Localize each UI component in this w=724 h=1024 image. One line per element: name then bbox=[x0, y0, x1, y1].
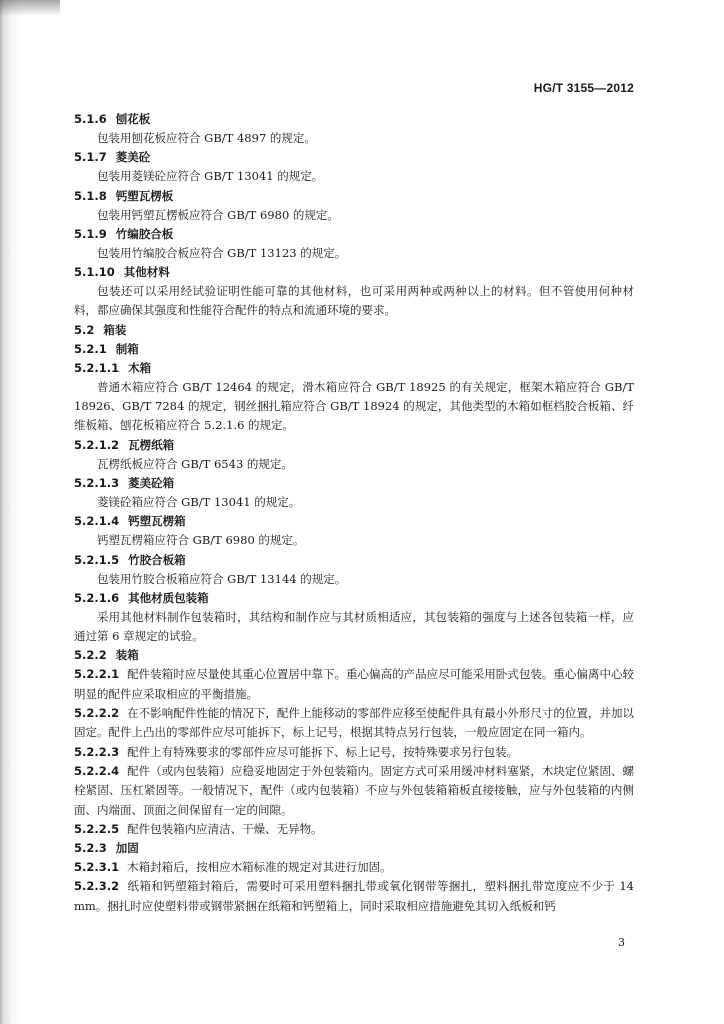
section-title: 其他材料 bbox=[123, 265, 170, 280]
section-number: 5.2.1.1 bbox=[74, 360, 120, 375]
item-text: 配件上有特殊要求的零部件应尽可能拆下、标上记号，按特殊要求另行包装。 bbox=[127, 744, 519, 759]
item-text: 配件装箱时应尽量使其重心位置居中靠下。重心偏高的产品应尽可能采用卧式包装。重心偏离中心较明显的配件应采取相应的平衡措施。 bbox=[74, 667, 634, 701]
section-heading bbox=[74, 839, 634, 858]
section-number: 5.2 bbox=[74, 322, 95, 337]
numbered-item bbox=[74, 762, 634, 820]
item-number: 5.2.2.2 bbox=[74, 706, 120, 721]
section-title: 其他材质包装箱 bbox=[128, 590, 209, 605]
item-text: 在不影响配件性能的情况下，配件上能移动的零部件应移至使配件具有最小外形尺寸的位置，并加以固定。配件上凸出的零部件应尽可能拆下，标上记号，根据其特点另行包装，一般应固定在同一箱内。 bbox=[74, 706, 634, 740]
numbered-item bbox=[74, 820, 634, 839]
numbered-item bbox=[74, 743, 634, 762]
section-number: 5.2.1.4 bbox=[74, 514, 120, 529]
section-number: 5.2.1.6 bbox=[74, 590, 120, 605]
section-heading bbox=[74, 436, 634, 455]
section-heading bbox=[74, 263, 634, 282]
page-number: 3 bbox=[618, 936, 625, 949]
section-title: 钙塑瓦楞箱 bbox=[128, 514, 186, 529]
item-text: 配件包装箱内应清洁、干燥、无异物。 bbox=[127, 821, 323, 836]
numbered-item bbox=[74, 665, 634, 704]
section-heading bbox=[74, 646, 634, 665]
paragraph: 包装用竹胶合板箱应符合 GB/T 13144 的规定。 bbox=[97, 571, 347, 586]
standard-code: HG/T 3155—2012 bbox=[533, 81, 634, 95]
numbered-item bbox=[74, 877, 634, 916]
paragraph: 瓦楞纸板应符合 GB/T 6543 的规定。 bbox=[97, 456, 293, 471]
section-number: 5.1.7 bbox=[74, 150, 107, 165]
item-number: 5.2.2.4 bbox=[74, 763, 120, 778]
scan-shadow-corner bbox=[0, 0, 60, 16]
item-number: 5.2.2.3 bbox=[74, 744, 120, 759]
section-heading bbox=[74, 551, 634, 570]
section-number: 5.2.1 bbox=[74, 341, 107, 356]
item-number: 5.2.2.1 bbox=[74, 667, 120, 682]
item-text: 配件（或内包装箱）应稳妥地固定于外包装箱内。固定方式可采用缓冲材料塞紧，木块定位紧固、螺栓紧固、压杠紧固等。一般情况下，配件（或内包装箱）不应与外包装箱箱板直接接触，应与外包装箱的内侧面、内端面、顶面之间保留有一定的间隙。 bbox=[74, 763, 634, 817]
section-number: 5.1.9 bbox=[74, 226, 107, 241]
numbered-item bbox=[74, 858, 634, 877]
section-title: 菱美砼箱 bbox=[128, 475, 175, 490]
item-number: 5.2.3.2 bbox=[74, 879, 120, 894]
scan-shadow-left bbox=[0, 0, 22, 1024]
item-number: 5.2.3.1 bbox=[74, 860, 120, 875]
section-heading bbox=[74, 148, 634, 167]
numbered-item bbox=[74, 704, 634, 743]
item-text: 木箱封箱后，按相应木箱标准的规定对其进行加固。 bbox=[127, 860, 392, 875]
paragraph: 采用其他材料制作包装箱时，其结构和制作应与其材质相适应，其包装箱的强度与上述各包装箱一样，应通过第 6 章规定的试验。 bbox=[74, 609, 634, 644]
section-heading bbox=[74, 225, 634, 244]
section-title: 菱美砼 bbox=[115, 150, 151, 165]
paragraph: 包装用钙塑瓦楞板应符合 GB/T 6980 的规定。 bbox=[97, 207, 339, 222]
section-title: 竹胶合板箱 bbox=[128, 552, 186, 567]
section-number: 5.2.2 bbox=[74, 648, 107, 663]
paragraph: 包装还可以采用经试验证明性能可靠的其他材料，也可采用两种或两种以上的材料。但不管使用何种材料，都应确保其强度和性能符合配件的特点和流通环境的要求。 bbox=[74, 284, 634, 318]
section-title: 加固 bbox=[115, 841, 139, 856]
paragraph: 普通木箱应符合 GB/T 12464 的规定，滑木箱应符合 GB/T 18925 的有关规定，框架木箱应符合 GB/T 18926、GB/T 7284 的规定，钢丝捆扎箱应符合 GB/T 18924 的规定，其他类型的木箱如框档胶合板箱、纤维板箱、刨花板箱应符合 5.2.1.6 的规定。 bbox=[74, 379, 634, 433]
paragraph: 钙塑瓦楞箱应符合 GB/T 6980 的规定。 bbox=[97, 533, 305, 548]
section-heading bbox=[74, 512, 634, 531]
section-number: 5.2.1.2 bbox=[74, 437, 120, 452]
item-text: 纸箱和钙塑箱封箱后，需要时可采用塑料捆扎带或氧化钢带等捆扎，塑料捆扎带宽度应不少于 14 mm。捆扎时应使塑料带或钢带紧捆在纸箱和钙塑箱上，同时采取相应措施避免其切入纸板和钙 bbox=[74, 879, 634, 913]
section-number: 5.1.8 bbox=[74, 188, 107, 203]
section-number: 5.1.10 bbox=[74, 265, 115, 280]
paragraph: 包装用刨花板应符合 GB/T 4897 的规定。 bbox=[97, 131, 316, 145]
item-number: 5.2.2.5 bbox=[74, 821, 120, 836]
section-number: 5.2.1.3 bbox=[74, 475, 120, 490]
section-heading bbox=[74, 474, 634, 493]
paragraph: 菱镁砼箱应符合 GB/T 13041 的规定。 bbox=[97, 494, 301, 509]
section-title: 装箱 bbox=[115, 648, 139, 663]
section-heading bbox=[74, 110, 634, 129]
section-title: 钙塑瓦楞板 bbox=[115, 188, 174, 203]
paragraph: 包装用菱镁砼应符合 GB/T 13041 的规定。 bbox=[97, 169, 324, 184]
section-heading bbox=[74, 321, 634, 340]
section-title: 木箱 bbox=[128, 360, 152, 375]
section-title: 刨花板 bbox=[115, 112, 151, 126]
section-heading bbox=[74, 340, 634, 359]
document-body bbox=[74, 110, 634, 916]
section-number: 5.2.3 bbox=[74, 841, 107, 856]
paragraph: 包装用竹编胶合板应符合 GB/T 13123 的规定。 bbox=[97, 245, 347, 260]
section-heading bbox=[74, 187, 634, 206]
section-title: 制箱 bbox=[115, 341, 139, 356]
section-heading bbox=[74, 359, 634, 378]
section-number: 5.2.1.5 bbox=[74, 552, 120, 567]
section-title: 竹编胶合板 bbox=[115, 226, 174, 241]
section-number: 5.1.6 bbox=[74, 112, 107, 126]
section-title: 箱装 bbox=[103, 322, 127, 337]
section-heading bbox=[74, 589, 634, 608]
section-title: 瓦楞纸箱 bbox=[128, 437, 175, 452]
